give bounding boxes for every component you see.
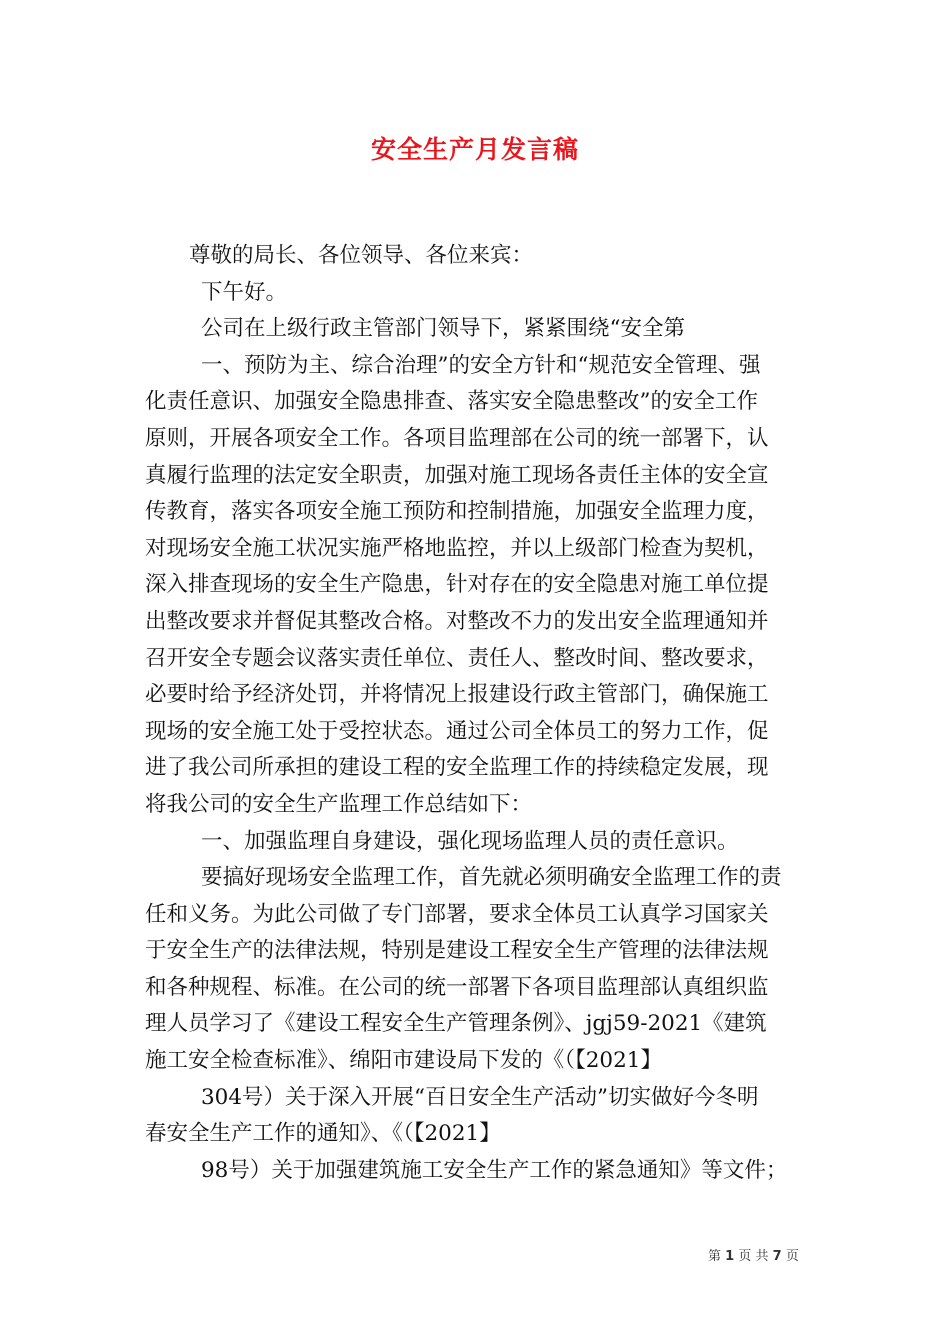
text-line: 理人员学习了《建设工程安全生产管理条例》、jgj59-2021《建筑 [145,1011,767,1037]
text-line: 进了我公司所承担的建设工程的安全监理工作的持续稳定发展，现 [145,755,769,781]
text-line: 将我公司的安全生产监理工作总结如下： [145,791,533,817]
text-line: 现场的安全施工处于受控状态。通过公司全体员工的努力工作，促 [145,718,769,744]
text-line: 必要时给予经济处罚，并将情况上报建设行政主管部门，确保施工 [145,682,769,708]
text-line: 任和义务。为此公司做了专门部署，要求全体员工认真学习国家关 [145,901,769,927]
text-line: 304号）关于深入开展“百日安全生产活动”切实做好今冬明 [201,1084,759,1110]
text-line: 尊敬的局长、各位领导、各位来宾： [189,243,534,268]
text-line: 要搞好现场安全监理工作，首先就必须明确安全监理工作的责 [201,865,782,891]
text-line: 一、加强监理自身建设，强化现场监理人员的责任意识。 [201,828,739,854]
text-line: 春安全生产工作的通知》、《（【2021】 [145,1121,501,1147]
text-line: 深入排查现场的安全生产隐患，针对存在的安全隐患对施工单位提 [145,572,769,598]
text-line: 一、预防为主、综合治理”的安全方针和“规范安全管理、强 [201,352,761,378]
text-line: 和各种规程、标准。在公司的统一部署下各项目监理部认真组织监 [145,974,769,1000]
footer-suffix: 页 [785,1249,799,1264]
text-line: 真履行监理的法定安全职责，加强对施工现场各责任主体的安全宣 [145,462,769,488]
text-line: 传教育，落实各项安全施工预防和控制措施，加强安全监理力度， [145,499,769,525]
document-body [145,238,811,1189]
current-page-number: 1 [725,1249,735,1264]
text-line: 召开安全专题会议落实责任单位、责任人、整改时间、整改要求， [145,645,769,671]
footer-prefix: 第 [708,1249,722,1264]
text-line: 施工安全检查标准》、绵阳市建设局下发的《（【2021】 [145,1048,662,1074]
text-line: 化责任意识、加强安全隐患排查、落实安全隐患整改”的安全工作 [145,389,758,415]
text-line: 下午好。 [201,279,288,305]
total-pages-number: 7 [772,1249,782,1264]
text-line: 98号）关于加强建筑施工安全生产工作的紧急通知》等文件； [201,1157,788,1183]
footer-middle: 页 共 [738,1249,769,1264]
document-title: 安全生产月发言稿 [370,135,579,164]
text-line: 出整改要求并督促其整改合格。对整改不力的发出安全监理通知并 [145,608,769,634]
text-line: 对现场安全施工状况实施严格地监控，并以上级部门检查为契机， [145,535,769,561]
text-line: 原则，开展各项安全工作。各项目监理部在公司的统一部署下，认 [145,425,769,451]
text-line: 公司在上级行政主管部门领导下，紧紧围绕“安全第 [201,316,685,342]
text-line: 于安全生产的法律法规，特别是建设工程安全生产管理的法律法规 [145,938,769,964]
page-footer [708,1245,799,1264]
